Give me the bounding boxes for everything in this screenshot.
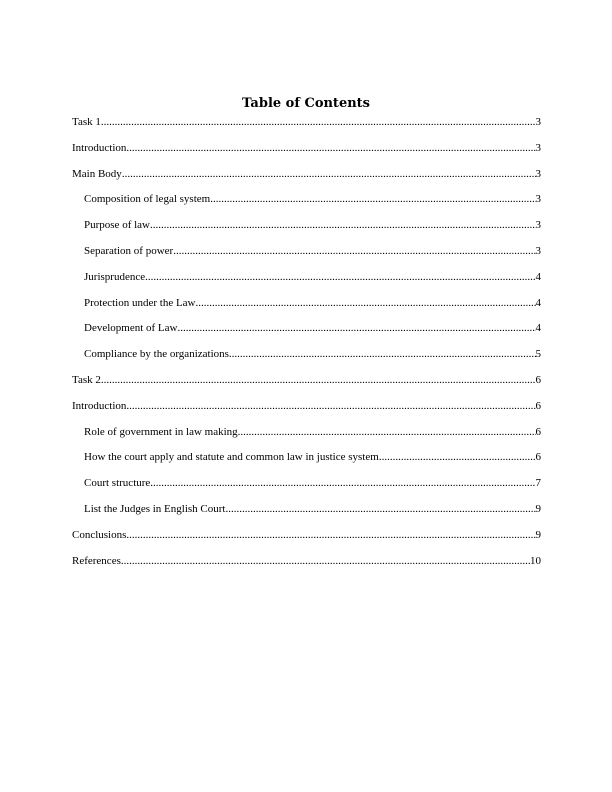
toc-page-number: 3 — [535, 244, 541, 257]
toc-entry-introduction-2[interactable] — [72, 398, 541, 424]
toc-entry-court-apply-statute[interactable] — [72, 449, 541, 475]
toc-page-number: 9 — [535, 502, 541, 515]
toc-entry-main-body[interactable] — [72, 166, 541, 192]
toc-dot-leader — [379, 449, 536, 465]
toc-dot-leader — [150, 475, 535, 491]
toc-dot-leader — [101, 114, 536, 130]
toc-entry-label: Protection under the Law — [84, 296, 196, 309]
toc-entry-protection-under-the-law[interactable] — [72, 295, 541, 321]
toc-entry-label: Court structure — [84, 477, 151, 490]
toc-entry-label: Development of Law — [84, 322, 178, 335]
toc-page-number: 6 — [535, 451, 541, 464]
toc-entry-label: Compliance by the organizations — [84, 348, 229, 361]
toc-entry-label: Task 1 — [72, 116, 101, 128]
toc-entry-label: Purpose of law — [84, 219, 150, 232]
toc-page-number: 9 — [535, 528, 541, 541]
toc-page-number: 3 — [535, 116, 541, 128]
toc-entry-jurisprudence[interactable] — [72, 269, 541, 295]
toc-dot-leader — [122, 166, 536, 182]
toc-entry-separation-of-power[interactable] — [72, 243, 541, 269]
toc-entry-label: Main Body — [72, 167, 122, 180]
toc-page-number: 3 — [535, 193, 541, 206]
toc-page-number: 4 — [535, 322, 541, 335]
toc-page-number: 10 — [530, 554, 541, 567]
toc-entry-references[interactable] — [72, 553, 541, 579]
toc-entry-label: Separation of power — [84, 244, 174, 257]
toc-entry-introduction[interactable] — [72, 140, 541, 166]
toc-page-number: 4 — [535, 296, 541, 309]
toc-entry-label: Introduction — [72, 399, 127, 412]
toc-entry-task-2[interactable] — [72, 372, 541, 398]
toc-entry-compliance-by-the-organizations[interactable] — [72, 346, 541, 372]
toc-page-number: 4 — [535, 270, 541, 283]
toc-entry-label: Task 2 — [72, 373, 101, 386]
toc-entry-list-the-judges[interactable] — [72, 501, 541, 527]
toc-page-number: 6 — [535, 373, 541, 386]
toc-dot-leader — [238, 424, 536, 440]
toc-entry-label: Composition of legal system — [84, 193, 211, 206]
toc-entry-role-of-government[interactable] — [72, 424, 541, 450]
toc-entry-court-structure[interactable] — [72, 475, 541, 501]
toc-page-number: 3 — [535, 141, 541, 154]
toc-page-number: 3 — [535, 219, 541, 232]
toc-entry-purpose-of-law[interactable] — [72, 217, 541, 243]
toc-entry-task-1[interactable] — [72, 114, 541, 140]
toc-entry-composition-of-legal-system[interactable] — [72, 191, 541, 217]
toc-page-number: 7 — [535, 477, 541, 490]
toc-title: Table of Contents — [242, 96, 370, 111]
toc-dot-leader — [126, 398, 535, 414]
toc-dot-leader — [210, 191, 535, 207]
toc-dot-leader — [229, 346, 536, 362]
toc-dot-leader — [126, 140, 535, 156]
toc-entry-label: Role of government in law making — [84, 425, 238, 438]
toc-entry-label: Introduction — [72, 141, 127, 154]
toc-entry-label: References — [72, 554, 121, 567]
toc-page-number: 5 — [535, 348, 541, 361]
toc-dot-leader — [126, 527, 535, 543]
toc-page-number: 6 — [535, 399, 541, 412]
toc-dot-leader — [150, 217, 536, 233]
toc-dot-leader — [101, 372, 536, 388]
toc-dot-leader — [177, 320, 535, 336]
toc-dot-leader — [145, 269, 535, 285]
toc-dot-leader — [173, 243, 535, 259]
toc-entry-label: Jurisprudence — [84, 270, 146, 283]
toc-entry-conclusions[interactable] — [72, 527, 541, 553]
toc-dot-leader — [196, 295, 536, 311]
toc-entry-label: How the court apply and statute and common law in justice system — [84, 451, 379, 464]
toc-dot-leader — [121, 553, 530, 569]
toc-page-number: 3 — [535, 167, 541, 180]
toc-entry-label: List the Judges in English Court — [84, 502, 226, 515]
toc-entry-development-of-law[interactable] — [72, 320, 541, 346]
toc-list — [72, 114, 541, 578]
toc-dot-leader — [225, 501, 535, 517]
toc-entry-label: Conclusions — [72, 528, 127, 541]
toc-page-number: 6 — [535, 425, 541, 438]
